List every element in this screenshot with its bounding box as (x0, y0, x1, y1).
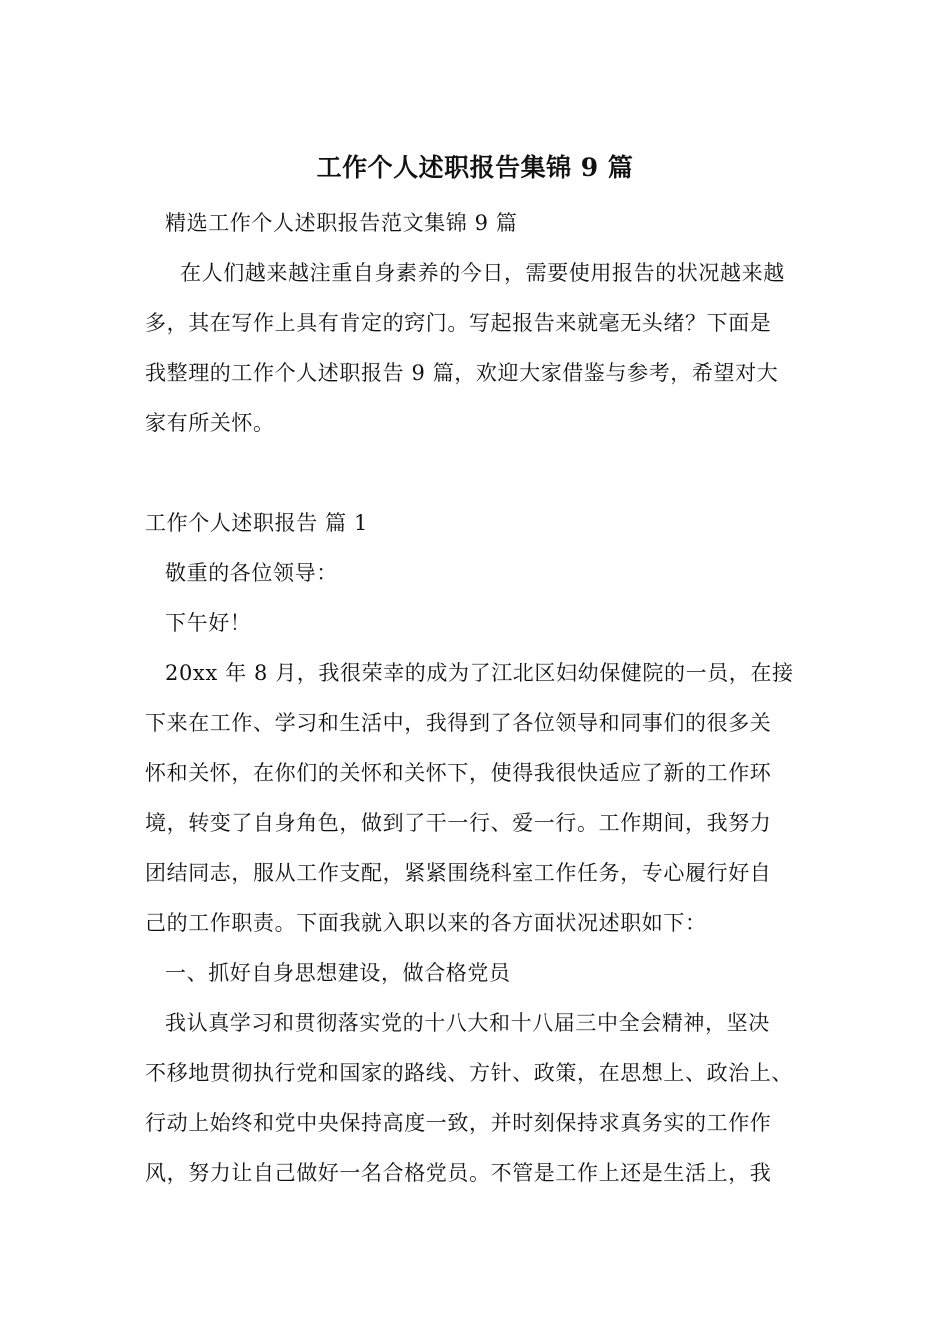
para1-line-4: 境，转变了自身角色，做到了干一行、爱一行。工作期间，我努力 (145, 811, 772, 835)
salutation: 敬重的各位领导： (165, 561, 338, 585)
section-heading: 工作个人述职报告 篇 1 (145, 511, 368, 535)
para2-line-1: 我认真学习和贯彻落实党的十八大和十八届三中全会精神，坚决 (165, 1011, 770, 1035)
intro-line-1: 在人们越来越注重自身素养的今日，需要使用报告的状况越来越 (180, 261, 785, 285)
para1-line-3: 怀和关怀，在你们的关怀和关怀下，使得我很快适应了新的工作环 (145, 761, 772, 785)
document-subtitle: 精选工作个人述职报告范文集锦 9 篇 (165, 211, 518, 235)
heading-1: 一、抓好自身思想建设，做合格党员 (165, 961, 511, 985)
para1-line-2: 下来在工作、学习和生活中，我得到了各位领导和同事们的很多关 (145, 711, 772, 735)
para1-line-1: 20xx 年 8 月，我很荣幸的成为了江北区妇幼保健院的一员，在接 (165, 661, 794, 685)
intro-line-4: 家有所关怀。 (145, 411, 275, 435)
para1-line-5: 团结同志，服从工作支配，紧紧围绕科室工作任务，专心履行好自 (145, 861, 772, 885)
para2-line-2: 不移地贯彻执行党和国家的路线、方针、政策，在思想上、政治上、 (145, 1061, 793, 1085)
intro-line-2: 多，其在写作上具有肯定的窍门。写起报告来就毫无头绪？下面是 (145, 311, 772, 335)
greeting: 下午好！ (165, 611, 252, 635)
document-title: 工作个人述职报告集锦 9 篇 (316, 153, 634, 182)
para1-line-6: 己的工作职责。下面我就入职以来的各方面状况述职如下： (145, 911, 707, 935)
para2-line-4: 风，努力让自己做好一名合格党员。不管是工作上还是生活上，我 (145, 1161, 772, 1185)
para2-line-3: 行动上始终和党中央保持高度一致，并时刻保持求真务实的工作作 (145, 1111, 772, 1135)
intro-line-3: 我整理的工作个人述职报告 9 篇，欢迎大家借鉴与参考，希望对大 (145, 361, 779, 385)
